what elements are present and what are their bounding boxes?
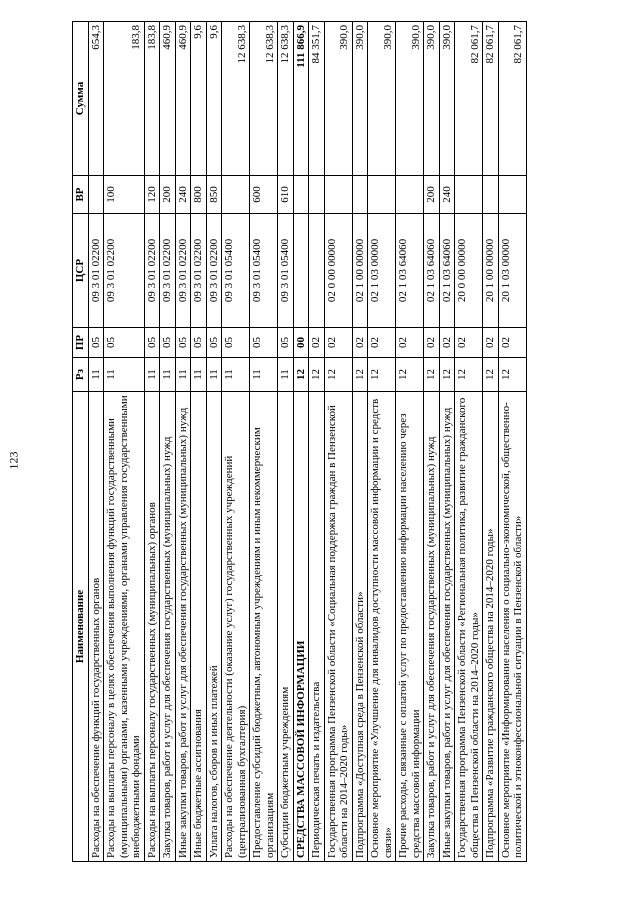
- cell-name: Расходы на выплаты персоналу государственных (муниципальных) органов: [144, 392, 160, 862]
- cell-pr: 05: [278, 328, 294, 358]
- cell-pr: 05: [88, 328, 104, 358]
- cell-csr: [309, 214, 325, 328]
- cell-vr: 120: [144, 176, 160, 214]
- cell-pr: 02: [498, 328, 526, 358]
- cell-name: Государственная программа Пензенской области «Социальная поддержка граждан в Пензенской области на 2014–2020 годы»: [324, 392, 352, 862]
- cell-name: Иные бюджетные ассигнования: [191, 392, 207, 862]
- cell-vr: [498, 176, 526, 214]
- cell-sum: 9,6: [206, 22, 222, 176]
- table-row: [222, 22, 250, 862]
- cell-name: Основное мероприятие «Информирование населения о социально-экономической, общественно-политической и этноконфессиональной ситуации в Пензенской области»: [498, 392, 526, 862]
- header-name: Наименование: [73, 392, 89, 862]
- cell-name: Основное мероприятие «Улучшение для инвалидов доступности массовой информации и средств связи»: [368, 392, 396, 862]
- cell-sum: 390,0: [396, 22, 424, 176]
- cell-rz: 11: [278, 358, 294, 392]
- header-vr: ВР: [73, 176, 89, 214]
- cell-pr: 00: [293, 328, 309, 358]
- cell-vr: 610: [278, 176, 294, 214]
- cell-name: Периодическая печать и издательства: [309, 392, 325, 862]
- cell-vr: 200: [424, 176, 440, 214]
- cell-name: Иные закупки товаров, работ и услуг для обеспечения государственных (муниципальных) нужд: [439, 392, 455, 862]
- table-row: [368, 22, 396, 862]
- cell-sum: 82 061,7: [498, 22, 526, 176]
- cell-csr: 02 1 03 64060: [396, 214, 424, 328]
- cell-vr: [483, 176, 499, 214]
- cell-csr: 20 1 00 00000: [483, 214, 499, 328]
- cell-csr: 09 3 01 02200: [104, 214, 145, 328]
- cell-sum: 390,0: [368, 22, 396, 176]
- cell-vr: 850: [206, 176, 222, 214]
- cell-rz: 11: [160, 358, 176, 392]
- table-row: [206, 22, 222, 862]
- cell-name: Прочие расходы, связанные с оплатой услуг по предоставлению информации населению через средства массовой информации: [396, 392, 424, 862]
- rotated-page-content: [72, 22, 562, 862]
- page-number: [0, 448, 28, 472]
- table-header-row: [73, 22, 89, 862]
- header-csr: ЦСР: [73, 214, 89, 328]
- cell-sum: 82 061,7: [483, 22, 499, 176]
- cell-name: Подпрограмма «Доступная среда в Пензенской области»: [352, 392, 368, 862]
- cell-csr: 09 3 01 02200: [144, 214, 160, 328]
- cell-csr: 09 3 01 02200: [88, 214, 104, 328]
- cell-name: Закупка товаров, работ и услуг для обеспечения государственных (муниципальных) нужд: [160, 392, 176, 862]
- cell-sum: 82 061,7: [455, 22, 483, 176]
- cell-rz: 12: [483, 358, 499, 392]
- cell-rz: 12: [293, 358, 309, 392]
- cell-csr: 09 3 01 02200: [191, 214, 207, 328]
- table-row: [191, 22, 207, 862]
- cell-pr: 02: [309, 328, 325, 358]
- cell-name: Предоставление субсидий бюджетным, автономным учреждениям и иным некоммерческим организациям: [250, 392, 278, 862]
- table-row: [324, 22, 352, 862]
- cell-csr: 09 3 01 05400: [250, 214, 278, 328]
- table-row: [104, 22, 145, 862]
- cell-vr: [396, 176, 424, 214]
- cell-pr: 02: [396, 328, 424, 358]
- table-row: [424, 22, 440, 862]
- header-sum: Сумма: [73, 22, 89, 176]
- table-row: [498, 22, 526, 862]
- table-row: [88, 22, 104, 862]
- cell-pr: 05: [191, 328, 207, 358]
- cell-pr: 05: [104, 328, 145, 358]
- cell-vr: 240: [439, 176, 455, 214]
- cell-sum: 84 351,7: [309, 22, 325, 176]
- cell-vr: [88, 176, 104, 214]
- header-pr: ПР: [73, 328, 89, 358]
- table-row: [352, 22, 368, 862]
- cell-name: Государственная программа Пензенской области «Региональная политика, развитие гражданского общества в Пензенской области на 2014–2020 годы»: [455, 392, 483, 862]
- cell-name: Иные закупки товаров, работ и услуг для обеспечения государственных (муниципальных) нужд: [175, 392, 191, 862]
- cell-pr: 05: [250, 328, 278, 358]
- cell-pr: 05: [144, 328, 160, 358]
- cell-pr: 02: [324, 328, 352, 358]
- table-row: [483, 22, 499, 862]
- cell-csr: 09 3 01 02200: [160, 214, 176, 328]
- cell-pr: 05: [175, 328, 191, 358]
- cell-pr: 05: [160, 328, 176, 358]
- cell-name: Подпрограмма «Развитие гражданского общества на 2014–2020 годы»: [483, 392, 499, 862]
- table-row: [144, 22, 160, 862]
- cell-pr: 02: [483, 328, 499, 358]
- cell-rz: 11: [206, 358, 222, 392]
- table-row: [439, 22, 455, 862]
- cell-sum: 390,0: [324, 22, 352, 176]
- cell-name: Расходы на выплаты персоналу в целях обеспечения выполнения функций государственными (муниципальными) органами, казенными учреждениями, органами управления государственными внебюджетными фондами: [104, 392, 145, 862]
- cell-name: Субсидии бюджетным учреждениям: [278, 392, 294, 862]
- cell-vr: 240: [175, 176, 191, 214]
- cell-csr: 09 3 01 05400: [222, 214, 250, 328]
- cell-csr: 02 0 00 00000: [324, 214, 352, 328]
- cell-sum: 9,6: [191, 22, 207, 176]
- cell-sum: 12 638,3: [278, 22, 294, 176]
- cell-csr: 09 3 01 02200: [206, 214, 222, 328]
- table-row: [175, 22, 191, 862]
- cell-rz: 11: [222, 358, 250, 392]
- cell-rz: 12: [309, 358, 325, 392]
- cell-csr: 20 1 03 00000: [498, 214, 526, 328]
- table-body: [88, 22, 526, 862]
- cell-csr: [293, 214, 309, 328]
- cell-rz: 12: [396, 358, 424, 392]
- cell-rz: 12: [424, 358, 440, 392]
- cell-csr: 09 3 01 02200: [175, 214, 191, 328]
- table-row: [455, 22, 483, 862]
- cell-rz: 11: [250, 358, 278, 392]
- cell-sum: 183,8: [104, 22, 145, 176]
- cell-vr: 600: [250, 176, 278, 214]
- table-row: [309, 22, 325, 862]
- cell-pr: 02: [439, 328, 455, 358]
- cell-pr: 02: [424, 328, 440, 358]
- cell-name: Расходы на обеспечение деятельности (оказание услуг) государственных учреждений (централизованная бухгалтерия): [222, 392, 250, 862]
- cell-rz: 11: [191, 358, 207, 392]
- table-row: [278, 22, 294, 862]
- cell-csr: 02 1 03 64060: [424, 214, 440, 328]
- cell-vr: [324, 176, 352, 214]
- cell-vr: [455, 176, 483, 214]
- table-row: [250, 22, 278, 862]
- cell-name: СРЕДСТВА МАССОВОЙ ИНФОРМАЦИИ: [293, 392, 309, 862]
- cell-csr: 09 3 01 05400: [278, 214, 294, 328]
- table-row: [396, 22, 424, 862]
- cell-sum: 654,3: [88, 22, 104, 176]
- cell-vr: 100: [104, 176, 145, 214]
- budget-table: [72, 21, 527, 862]
- cell-sum: 12 638,3: [222, 22, 250, 176]
- cell-rz: 12: [455, 358, 483, 392]
- cell-sum: 183,8: [144, 22, 160, 176]
- cell-pr: 02: [352, 328, 368, 358]
- table-row: [293, 22, 309, 862]
- cell-vr: 800: [191, 176, 207, 214]
- header-rz: Рз: [73, 358, 89, 392]
- cell-pr: 05: [222, 328, 250, 358]
- cell-vr: [352, 176, 368, 214]
- cell-csr: 02 1 03 64060: [439, 214, 455, 328]
- cell-sum: 12 638,3: [250, 22, 278, 176]
- cell-vr: [222, 176, 250, 214]
- cell-sum: 460,9: [175, 22, 191, 176]
- cell-sum: 390,0: [439, 22, 455, 176]
- cell-name: Уплата налогов, сборов и иных платежей: [206, 392, 222, 862]
- cell-pr: 02: [368, 328, 396, 358]
- page-number-text: 123: [6, 451, 21, 469]
- cell-rz: 11: [144, 358, 160, 392]
- cell-rz: 12: [352, 358, 368, 392]
- cell-vr: [293, 176, 309, 214]
- cell-vr: [309, 176, 325, 214]
- cell-rz: 12: [368, 358, 396, 392]
- cell-rz: 12: [324, 358, 352, 392]
- cell-pr: 05: [206, 328, 222, 358]
- cell-vr: 200: [160, 176, 176, 214]
- cell-csr: 02 1 00 00000: [352, 214, 368, 328]
- cell-name: Закупка товаров, работ и услуг для обеспечения государственных (муниципальных) нужд: [424, 392, 440, 862]
- cell-pr: 02: [455, 328, 483, 358]
- cell-sum: 390,0: [424, 22, 440, 176]
- cell-rz: 11: [88, 358, 104, 392]
- cell-rz: 11: [175, 358, 191, 392]
- cell-csr: 02 1 03 00000: [368, 214, 396, 328]
- cell-sum: 390,0: [352, 22, 368, 176]
- cell-sum: 460,9: [160, 22, 176, 176]
- cell-rz: 12: [439, 358, 455, 392]
- cell-vr: [368, 176, 396, 214]
- table-row: [160, 22, 176, 862]
- cell-csr: 20 0 00 00000: [455, 214, 483, 328]
- cell-name: Расходы на обеспечение функций государственных органов: [88, 392, 104, 862]
- cell-rz: 11: [104, 358, 145, 392]
- cell-sum: 111 866,9: [293, 22, 309, 176]
- cell-rz: 12: [498, 358, 526, 392]
